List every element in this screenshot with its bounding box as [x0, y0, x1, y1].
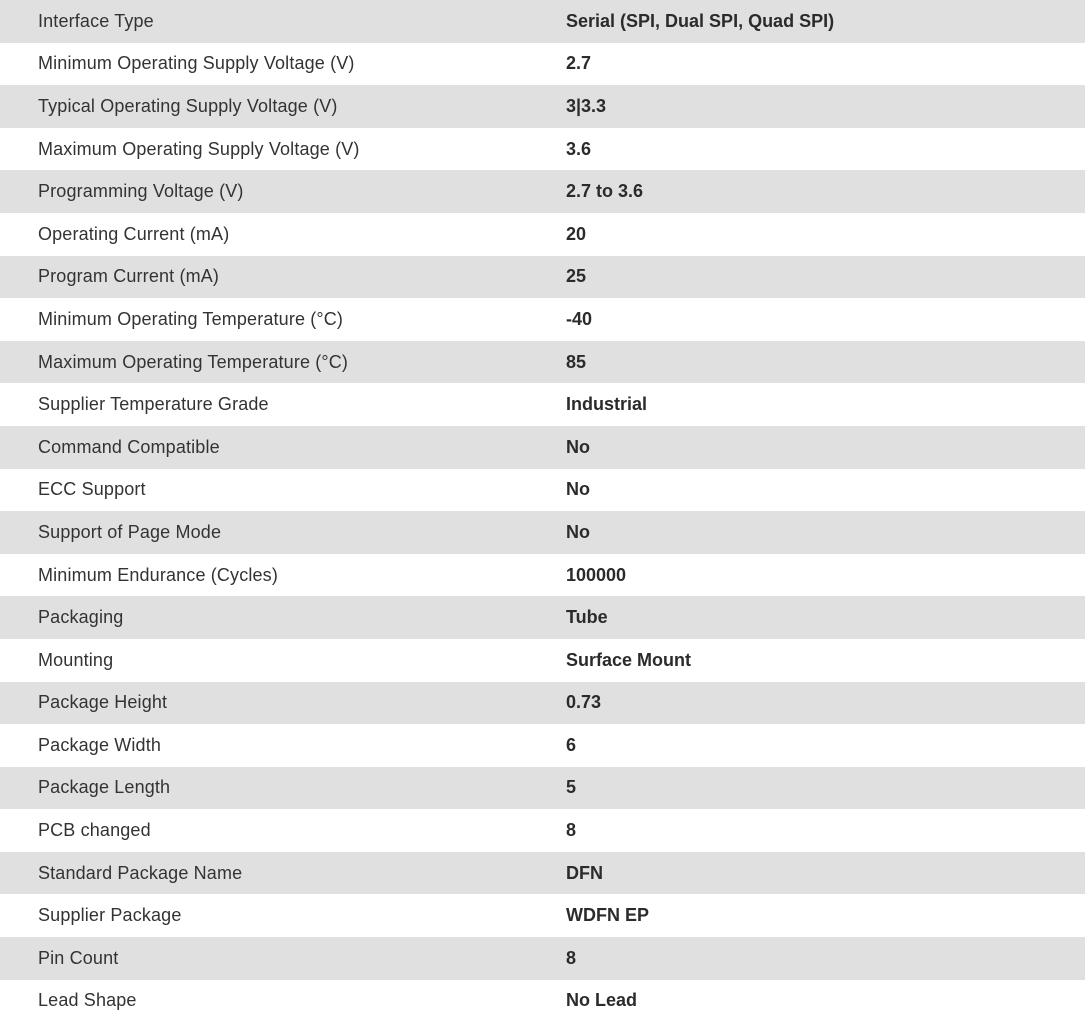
- spec-value: DFN: [566, 852, 1085, 895]
- spec-value: 6: [566, 724, 1085, 767]
- spec-label: Support of Page Mode: [0, 511, 566, 554]
- spec-row-packaging: [0, 596, 1085, 639]
- spec-row-interface-type: [0, 0, 1085, 43]
- spec-label: Minimum Endurance (Cycles): [0, 554, 566, 597]
- spec-row-max-operating-temperature: [0, 341, 1085, 384]
- spec-label: Standard Package Name: [0, 852, 566, 895]
- spec-label: Supplier Temperature Grade: [0, 383, 566, 426]
- spec-row-supplier-package: [0, 894, 1085, 937]
- spec-row-page-mode: [0, 511, 1085, 554]
- spec-value: 20: [566, 213, 1085, 256]
- spec-row-min-supply-voltage: [0, 43, 1085, 86]
- spec-value: -40: [566, 298, 1085, 341]
- spec-row-package-height: [0, 682, 1085, 725]
- spec-row-package-length: [0, 767, 1085, 810]
- spec-value: 8: [566, 937, 1085, 980]
- spec-label: Pin Count: [0, 937, 566, 980]
- spec-label: Programming Voltage (V): [0, 170, 566, 213]
- spec-value: Industrial: [566, 383, 1085, 426]
- spec-label: ECC Support: [0, 469, 566, 512]
- spec-row-program-current: [0, 256, 1085, 299]
- spec-label: Minimum Operating Supply Voltage (V): [0, 43, 566, 86]
- spec-label: Maximum Operating Temperature (°C): [0, 341, 566, 384]
- spec-label: Maximum Operating Supply Voltage (V): [0, 128, 566, 171]
- spec-value: 2.7: [566, 43, 1085, 86]
- spec-value: WDFN EP: [566, 894, 1085, 937]
- spec-value: Serial (SPI, Dual SPI, Quad SPI): [566, 0, 1085, 43]
- spec-row-min-operating-temperature: [0, 298, 1085, 341]
- spec-value: No: [566, 426, 1085, 469]
- spec-value: 3|3.3: [566, 85, 1085, 128]
- spec-label: Mounting: [0, 639, 566, 682]
- spec-row-mounting: [0, 639, 1085, 682]
- spec-row-pin-count: [0, 937, 1085, 980]
- spec-label: Command Compatible: [0, 426, 566, 469]
- spec-label: Operating Current (mA): [0, 213, 566, 256]
- spec-value: No: [566, 511, 1085, 554]
- spec-value: No Lead: [566, 980, 1085, 1022]
- spec-label: Interface Type: [0, 0, 566, 43]
- spec-value: Tube: [566, 596, 1085, 639]
- spec-value: 100000: [566, 554, 1085, 597]
- spec-value: Surface Mount: [566, 639, 1085, 682]
- spec-value: 5: [566, 767, 1085, 810]
- spec-label: Minimum Operating Temperature (°C): [0, 298, 566, 341]
- spec-row-max-supply-voltage: [0, 128, 1085, 171]
- spec-label: PCB changed: [0, 809, 566, 852]
- spec-row-command-compatible: [0, 426, 1085, 469]
- spec-label: Packaging: [0, 596, 566, 639]
- spec-value: 2.7 to 3.6: [566, 170, 1085, 213]
- spec-label: Package Height: [0, 682, 566, 725]
- spec-value: 0.73: [566, 682, 1085, 725]
- spec-row-operating-current: [0, 213, 1085, 256]
- spec-value: 8: [566, 809, 1085, 852]
- spec-row-package-width: [0, 724, 1085, 767]
- spec-row-programming-voltage: [0, 170, 1085, 213]
- spec-value: 85: [566, 341, 1085, 384]
- spec-label: Package Width: [0, 724, 566, 767]
- spec-label: Supplier Package: [0, 894, 566, 937]
- spec-row-ecc-support: [0, 469, 1085, 512]
- spec-row-typical-supply-voltage: [0, 85, 1085, 128]
- spec-label: Lead Shape: [0, 980, 566, 1022]
- spec-row-pcb-changed: [0, 809, 1085, 852]
- spec-row-temperature-grade: [0, 383, 1085, 426]
- spec-label: Package Length: [0, 767, 566, 810]
- spec-value: No: [566, 469, 1085, 512]
- spec-value: 25: [566, 256, 1085, 299]
- spec-label: Program Current (mA): [0, 256, 566, 299]
- spec-row-min-endurance: [0, 554, 1085, 597]
- spec-value: 3.6: [566, 128, 1085, 171]
- spec-row-lead-shape: [0, 980, 1085, 1022]
- spec-label: Typical Operating Supply Voltage (V): [0, 85, 566, 128]
- spec-row-standard-package-name: [0, 852, 1085, 895]
